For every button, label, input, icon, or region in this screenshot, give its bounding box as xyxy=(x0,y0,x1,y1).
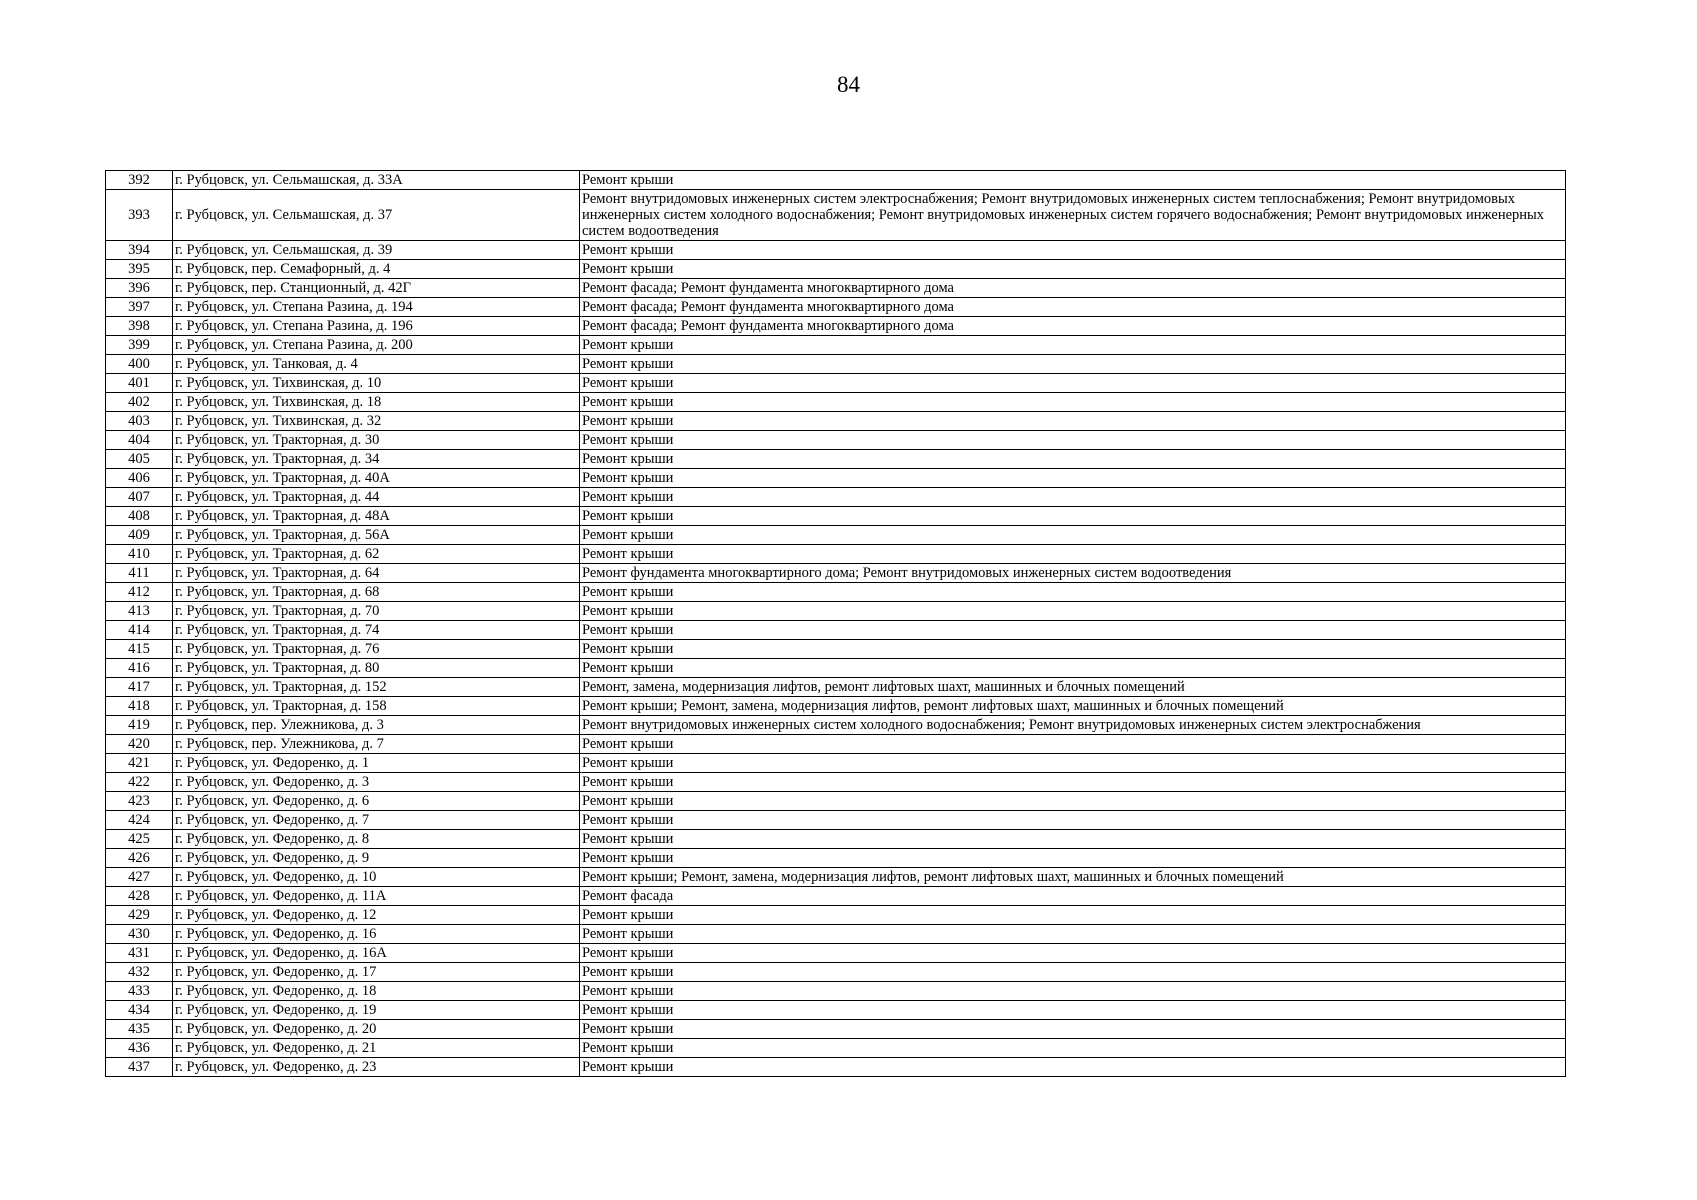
row-number-cell: 425 xyxy=(106,830,173,849)
table-row xyxy=(106,792,1566,811)
row-number-cell: 437 xyxy=(106,1058,173,1077)
table-row xyxy=(106,925,1566,944)
table-row xyxy=(106,412,1566,431)
work-type-cell: Ремонт крыши xyxy=(580,849,1566,868)
table-row xyxy=(106,621,1566,640)
row-number-cell: 399 xyxy=(106,336,173,355)
address-cell: г. Рубцовск, ул. Тракторная, д. 34 xyxy=(173,450,580,469)
row-number-cell: 432 xyxy=(106,963,173,982)
work-type-cell: Ремонт крыши xyxy=(580,963,1566,982)
work-type-cell: Ремонт крыши xyxy=(580,583,1566,602)
row-number-cell: 433 xyxy=(106,982,173,1001)
address-cell: г. Рубцовск, ул. Сельмашская, д. 37 xyxy=(173,190,580,241)
row-number-cell: 392 xyxy=(106,171,173,190)
row-number-cell: 407 xyxy=(106,488,173,507)
row-number-cell: 405 xyxy=(106,450,173,469)
work-type-cell: Ремонт крыши xyxy=(580,431,1566,450)
address-cell: г. Рубцовск, ул. Федоренко, д. 16 xyxy=(173,925,580,944)
row-number-cell: 404 xyxy=(106,431,173,450)
row-number-cell: 436 xyxy=(106,1039,173,1058)
work-type-cell: Ремонт крыши xyxy=(580,982,1566,1001)
table-row xyxy=(106,374,1566,393)
work-type-cell: Ремонт внутридомовых инженерных систем холодного водоснабжения; Ремонт внутридомовых инженерных систем электроснабжения xyxy=(580,716,1566,735)
work-type-cell: Ремонт крыши xyxy=(580,811,1566,830)
table-row xyxy=(106,507,1566,526)
table-row xyxy=(106,450,1566,469)
table-row xyxy=(106,773,1566,792)
row-number-cell: 420 xyxy=(106,735,173,754)
table-row xyxy=(106,868,1566,887)
work-type-cell: Ремонт крыши xyxy=(580,526,1566,545)
address-cell: г. Рубцовск, пер. Семафорный, д. 4 xyxy=(173,260,580,279)
work-type-cell: Ремонт крыши xyxy=(580,792,1566,811)
row-number-cell: 401 xyxy=(106,374,173,393)
row-number-cell: 424 xyxy=(106,811,173,830)
row-number-cell: 430 xyxy=(106,925,173,944)
row-number-cell: 411 xyxy=(106,564,173,583)
work-type-cell: Ремонт фундамента многоквартирного дома; Ремонт внутридомовых инженерных систем водоотведения xyxy=(580,564,1566,583)
row-number-cell: 417 xyxy=(106,678,173,697)
address-cell: г. Рубцовск, ул. Сельмашская, д. 39 xyxy=(173,241,580,260)
address-cell: г. Рубцовск, ул. Тракторная, д. 30 xyxy=(173,431,580,450)
work-type-cell: Ремонт крыши xyxy=(580,754,1566,773)
row-number-cell: 431 xyxy=(106,944,173,963)
work-type-cell: Ремонт крыши xyxy=(580,393,1566,412)
address-cell: г. Рубцовск, ул. Федоренко, д. 6 xyxy=(173,792,580,811)
table-row xyxy=(106,317,1566,336)
table-row xyxy=(106,640,1566,659)
address-cell: г. Рубцовск, ул. Федоренко, д. 10 xyxy=(173,868,580,887)
work-type-cell: Ремонт крыши xyxy=(580,621,1566,640)
table-row xyxy=(106,583,1566,602)
work-type-cell: Ремонт крыши xyxy=(580,659,1566,678)
address-cell: г. Рубцовск, ул. Федоренко, д. 11А xyxy=(173,887,580,906)
table-row xyxy=(106,431,1566,450)
row-number-cell: 427 xyxy=(106,868,173,887)
row-number-cell: 422 xyxy=(106,773,173,792)
row-number-cell: 414 xyxy=(106,621,173,640)
table-row xyxy=(106,545,1566,564)
row-number-cell: 397 xyxy=(106,298,173,317)
table-row xyxy=(106,982,1566,1001)
table-row xyxy=(106,887,1566,906)
address-cell: г. Рубцовск, ул. Тракторная, д. 48А xyxy=(173,507,580,526)
address-cell: г. Рубцовск, ул. Сельмашская, д. 33А xyxy=(173,171,580,190)
address-cell: г. Рубцовск, пер. Улежникова, д. 7 xyxy=(173,735,580,754)
work-type-cell: Ремонт крыши xyxy=(580,488,1566,507)
table-row xyxy=(106,279,1566,298)
row-number-cell: 398 xyxy=(106,317,173,336)
row-number-cell: 421 xyxy=(106,754,173,773)
work-type-cell: Ремонт крыши xyxy=(580,1039,1566,1058)
row-number-cell: 423 xyxy=(106,792,173,811)
table-row xyxy=(106,1039,1566,1058)
work-type-cell: Ремонт внутридомовых инженерных систем электроснабжения; Ремонт внутридомовых инженерных систем теплоснабжения; Ремонт внутридомовых инженерных систем холодного водоснабжения; Ремонт внутридомовых инженерных систем горячего водоснабжения; Ремонт внутридомовых инженерных систем водоотведения xyxy=(580,190,1566,241)
work-type-cell: Ремонт крыши xyxy=(580,1001,1566,1020)
address-cell: г. Рубцовск, ул. Танковая, д. 4 xyxy=(173,355,580,374)
table-row xyxy=(106,488,1566,507)
work-type-cell: Ремонт крыши xyxy=(580,450,1566,469)
table-row xyxy=(106,678,1566,697)
address-cell: г. Рубцовск, ул. Тихвинская, д. 10 xyxy=(173,374,580,393)
row-number-cell: 418 xyxy=(106,697,173,716)
work-type-cell: Ремонт крыши xyxy=(580,830,1566,849)
address-cell: г. Рубцовск, ул. Федоренко, д. 18 xyxy=(173,982,580,1001)
work-type-cell: Ремонт крыши xyxy=(580,241,1566,260)
work-type-cell: Ремонт крыши xyxy=(580,1058,1566,1077)
address-cell: г. Рубцовск, ул. Федоренко, д. 17 xyxy=(173,963,580,982)
table-row xyxy=(106,735,1566,754)
work-type-cell: Ремонт фасада xyxy=(580,887,1566,906)
address-cell: г. Рубцовск, ул. Федоренко, д. 9 xyxy=(173,849,580,868)
row-number-cell: 400 xyxy=(106,355,173,374)
address-cell: г. Рубцовск, ул. Степана Разина, д. 194 xyxy=(173,298,580,317)
address-cell: г. Рубцовск, пер. Станционный, д. 42Г xyxy=(173,279,580,298)
table-row xyxy=(106,1058,1566,1077)
address-cell: г. Рубцовск, ул. Федоренко, д. 3 xyxy=(173,773,580,792)
work-type-cell: Ремонт крыши xyxy=(580,640,1566,659)
work-type-cell: Ремонт крыши xyxy=(580,374,1566,393)
row-number-cell: 402 xyxy=(106,393,173,412)
work-type-cell: Ремонт крыши xyxy=(580,773,1566,792)
table-row xyxy=(106,469,1566,488)
row-number-cell: 415 xyxy=(106,640,173,659)
row-number-cell: 413 xyxy=(106,602,173,621)
work-type-cell: Ремонт крыши xyxy=(580,602,1566,621)
work-type-cell: Ремонт крыши xyxy=(580,906,1566,925)
work-type-cell: Ремонт крыши xyxy=(580,507,1566,526)
address-cell: г. Рубцовск, ул. Тракторная, д. 62 xyxy=(173,545,580,564)
work-type-cell: Ремонт крыши xyxy=(580,925,1566,944)
address-cell: г. Рубцовск, ул. Федоренко, д. 12 xyxy=(173,906,580,925)
table-row xyxy=(106,526,1566,545)
work-type-cell: Ремонт, замена, модернизация лифтов, ремонт лифтовых шахт, машинных и блочных помещений xyxy=(580,678,1566,697)
address-cell: г. Рубцовск, ул. Тракторная, д. 158 xyxy=(173,697,580,716)
row-number-cell: 434 xyxy=(106,1001,173,1020)
work-type-cell: Ремонт крыши xyxy=(580,260,1566,279)
address-cell: г. Рубцовск, пер. Улежникова, д. 3 xyxy=(173,716,580,735)
address-cell: г. Рубцовск, ул. Тракторная, д. 80 xyxy=(173,659,580,678)
row-number-cell: 394 xyxy=(106,241,173,260)
address-cell: г. Рубцовск, ул. Тракторная, д. 68 xyxy=(173,583,580,602)
row-number-cell: 410 xyxy=(106,545,173,564)
table-row xyxy=(106,393,1566,412)
work-type-cell: Ремонт крыши; Ремонт, замена, модернизация лифтов, ремонт лифтовых шахт, машинных и блочных помещений xyxy=(580,868,1566,887)
row-number-cell: 393 xyxy=(106,190,173,241)
work-type-cell: Ремонт крыши xyxy=(580,336,1566,355)
table-row xyxy=(106,944,1566,963)
address-cell: г. Рубцовск, ул. Тракторная, д. 40А xyxy=(173,469,580,488)
address-cell: г. Рубцовск, ул. Тракторная, д. 76 xyxy=(173,640,580,659)
table-row xyxy=(106,1020,1566,1039)
address-cell: г. Рубцовск, ул. Тихвинская, д. 18 xyxy=(173,393,580,412)
page-number: 84 xyxy=(837,72,860,97)
work-type-cell: Ремонт крыши xyxy=(580,171,1566,190)
row-number-cell: 403 xyxy=(106,412,173,431)
address-cell: г. Рубцовск, ул. Тихвинская, д. 32 xyxy=(173,412,580,431)
table-row xyxy=(106,336,1566,355)
address-cell: г. Рубцовск, ул. Федоренко, д. 1 xyxy=(173,754,580,773)
table-row xyxy=(106,849,1566,868)
table-row xyxy=(106,260,1566,279)
address-cell: г. Рубцовск, ул. Степана Разина, д. 200 xyxy=(173,336,580,355)
address-cell: г. Рубцовск, ул. Федоренко, д. 7 xyxy=(173,811,580,830)
row-number-cell: 419 xyxy=(106,716,173,735)
building-repair-table xyxy=(105,170,1566,1077)
row-number-cell: 409 xyxy=(106,526,173,545)
row-number-cell: 428 xyxy=(106,887,173,906)
row-number-cell: 396 xyxy=(106,279,173,298)
address-cell: г. Рубцовск, ул. Федоренко, д. 21 xyxy=(173,1039,580,1058)
table-row xyxy=(106,830,1566,849)
work-type-cell: Ремонт крыши xyxy=(580,469,1566,488)
row-number-cell: 406 xyxy=(106,469,173,488)
work-type-cell: Ремонт крыши xyxy=(580,412,1566,431)
row-number-cell: 395 xyxy=(106,260,173,279)
work-type-cell: Ремонт крыши xyxy=(580,735,1566,754)
table-row xyxy=(106,171,1566,190)
table-row xyxy=(106,811,1566,830)
address-cell: г. Рубцовск, ул. Тракторная, д. 64 xyxy=(173,564,580,583)
work-type-cell: Ремонт крыши xyxy=(580,1020,1566,1039)
address-cell: г. Рубцовск, ул. Федоренко, д. 19 xyxy=(173,1001,580,1020)
address-cell: г. Рубцовск, ул. Тракторная, д. 56А xyxy=(173,526,580,545)
address-cell: г. Рубцовск, ул. Тракторная, д. 44 xyxy=(173,488,580,507)
table-row xyxy=(106,190,1566,241)
row-number-cell: 408 xyxy=(106,507,173,526)
table-row xyxy=(106,1001,1566,1020)
work-type-cell: Ремонт фасада; Ремонт фундамента многоквартирного дома xyxy=(580,317,1566,336)
address-cell: г. Рубцовск, ул. Степана Разина, д. 196 xyxy=(173,317,580,336)
address-cell: г. Рубцовск, ул. Федоренко, д. 20 xyxy=(173,1020,580,1039)
work-type-cell: Ремонт крыши xyxy=(580,355,1566,374)
address-cell: г. Рубцовск, ул. Федоренко, д. 23 xyxy=(173,1058,580,1077)
table-row xyxy=(106,716,1566,735)
row-number-cell: 435 xyxy=(106,1020,173,1039)
table-row xyxy=(106,963,1566,982)
table-row xyxy=(106,906,1566,925)
table-row xyxy=(106,241,1566,260)
work-type-cell: Ремонт фасада; Ремонт фундамента многоквартирного дома xyxy=(580,298,1566,317)
work-type-cell: Ремонт крыши xyxy=(580,944,1566,963)
address-cell: г. Рубцовск, ул. Федоренко, д. 8 xyxy=(173,830,580,849)
row-number-cell: 426 xyxy=(106,849,173,868)
table-row xyxy=(106,659,1566,678)
row-number-cell: 412 xyxy=(106,583,173,602)
table-row xyxy=(106,564,1566,583)
table-row xyxy=(106,355,1566,374)
address-cell: г. Рубцовск, ул. Федоренко, д. 16А xyxy=(173,944,580,963)
table-row xyxy=(106,697,1566,716)
row-number-cell: 416 xyxy=(106,659,173,678)
row-number-cell: 429 xyxy=(106,906,173,925)
table-row xyxy=(106,298,1566,317)
work-type-cell: Ремонт фасада; Ремонт фундамента многоквартирного дома xyxy=(580,279,1566,298)
work-type-cell: Ремонт крыши; Ремонт, замена, модернизация лифтов, ремонт лифтовых шахт, машинных и блочных помещений xyxy=(580,697,1566,716)
address-cell: г. Рубцовск, ул. Тракторная, д. 70 xyxy=(173,602,580,621)
table-body xyxy=(106,171,1566,1077)
table-row xyxy=(106,754,1566,773)
address-cell: г. Рубцовск, ул. Тракторная, д. 152 xyxy=(173,678,580,697)
table-row xyxy=(106,602,1566,621)
work-type-cell: Ремонт крыши xyxy=(580,545,1566,564)
address-cell: г. Рубцовск, ул. Тракторная, д. 74 xyxy=(173,621,580,640)
